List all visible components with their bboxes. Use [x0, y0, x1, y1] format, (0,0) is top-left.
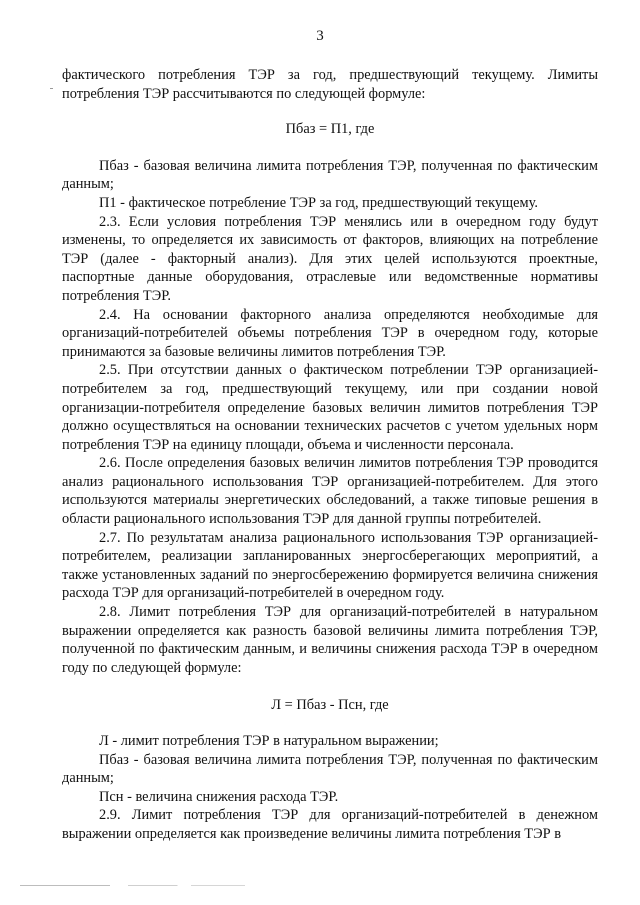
formula-base-limit: Пбаз = П1, где — [285, 121, 375, 138]
paragraph-2-8: 2.8. Лимит потребления ТЭР для организаций-потребителей в натуральном выражении определяется как разность базовой величины лимита потребления ТЭР, полученной по фактическим данным, и величины снижения расхода ТЭР в очередном году по следующей формуле: — [62, 604, 598, 676]
paragraph-2-3: 2.3. Если условия потребления ТЭР менялись или в очередном году будут изменены, то определяется их зависимость от факторов, влияющих на потребление ТЭР (далее - факторный анализ). Для этих целей используются проектные, паспортные данные оборудования, отраслевые или ведомственные нормативы потребления ТЭР. — [62, 213, 598, 304]
paragraph-continuation: фактического потребления ТЭР за год, предшествующий текущему. Лимиты потребления ТЭР рассчитываются по следующей формуле: — [62, 67, 598, 102]
footer-line — [20, 885, 245, 886]
scan-artifact — [50, 88, 53, 89]
definition-psn: Псн - величина снижения расхода ТЭР. — [99, 788, 339, 805]
formula-limit: Л = Пбаз - Псн, где — [271, 697, 389, 714]
definition-l: Л - лимит потребления ТЭР в натуральном выражении; — [99, 733, 439, 749]
definition-p1: П1 - фактическое потребление ТЭР за год, предшествующий текущему. — [99, 194, 538, 211]
document-body — [62, 66, 598, 844]
paragraph-2-5: 2.5. При отсутствии данных о фактическом потреблении ТЭР организацией-потребителем за год, предшествующий текущему, или при создании новой организации-потребителя определение базовых величин лимитов потребления ТЭР должно осуществляться на основании технических расчетов с учетом удельных норм потребления ТЭР на единицу площади, объема и численности персонала. — [62, 362, 598, 453]
paragraph-2-4: 2.4. На основании факторного анализа определяются необходимые для организаций-потребителей объемы потребления ТЭР в очередном году, которые принимаются за базовые величины лимитов потребления ТЭР. — [62, 306, 598, 360]
paragraph-2-9: 2.9. Лимит потребления ТЭР для организаций-потребителей в денежном выражении определяется как произведение величины лимита потребления ТЭР в — [62, 807, 598, 842]
paragraph-2-7: 2.7. По результатам анализа рационального использования ТЭР организацией-потребителем, реализации запланированных энергосберегающих мероприятий, а также установленных заданий по энергосбережению формируется величина снижения расхода ТЭР для организаций-потребителей в очередном году. — [62, 529, 598, 602]
paragraph-2-6: 2.6. После определения базовых величин лимитов потребления ТЭР проводится анализ рационального использования ТЭР организацией-потребителем. Для этого используются материалы энергетических обследований, а также типовые решения в области рационального использования ТЭР для данной группы потребителей. — [62, 455, 598, 528]
definition-pbaz-2: Пбаз - базовая величина лимита потребления ТЭР, полученная по фактическим данным; — [62, 751, 598, 787]
page-number: 3 — [316, 28, 324, 44]
definition-pbaz: Пбаз - базовая величина лимита потребления ТЭР, полученная по фактическим данным; — [62, 157, 598, 193]
